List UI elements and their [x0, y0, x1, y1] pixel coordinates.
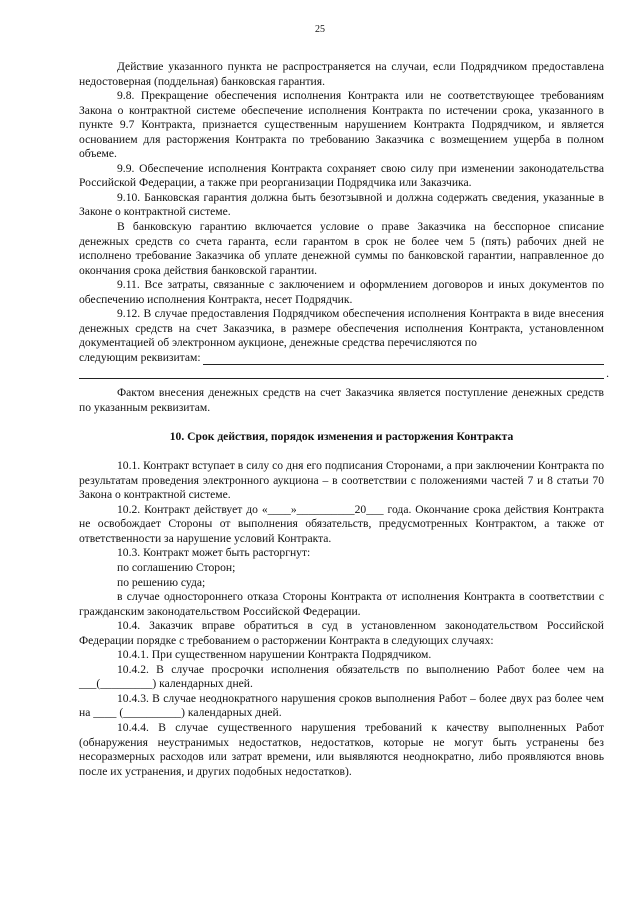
paragraph-10-4-1: 10.4.1. При существенном нарушении Контракта Подрядчиком.	[117, 648, 432, 662]
paragraph-10-1: 10.1. Контракт вступает в силу со дня его подписания Сторонами, а при заключении Контракта по результатам проведения электронного аукциона – в соответствии с положениями частей 7 и 8 статьи 70 Закона о контрактной системе.	[79, 459, 604, 502]
list-item-by-court: по решению суда;	[117, 575, 206, 589]
spacer	[79, 379, 604, 386]
paragraph-9-10-guarantee-condition: В банковскую гарантию включается условие о праве Заказчика на бесспорное списание денежных средств со счета гаранта, если гарантом в срок не более чем 5 (пять) рабочих дней не исполнено требование Заказчика об уплате денежной суммы по банковской гарантии, направленное до окончания срока действия банковской гарантии.	[79, 220, 604, 277]
requisites-blank-second-line	[79, 366, 609, 380]
paragraph-9-8: 9.8. Прекращение обеспечения исполнения Контракта или не соответствующее требованиям Закона о контрактной системе обеспечение исполнения Контракта по истечении срока, указанного в пункте 9.7 Контракта, признается существенным нарушением Контракта Подрядчиком, и является основанием для расторжения Контракта по требованию Заказчика с возмещением ущерба в полном объеме.	[79, 89, 604, 161]
section-10-heading: 10. Срок действия, порядок изменения и расторжения Контракта	[169, 429, 514, 443]
paragraph-10-2: 10.2. Контракт действует до «____»__________20___ года. Окончание срока действия Контракта не освобождает Стороны от выполнения обязательств, предусмотренных Контрактом, а также от ответственности за нарушение условий Контракта.	[79, 502, 604, 545]
paragraph-9-9: 9.9. Обеспечение исполнения Контракта сохраняет свою силу при изменении законодательства Российской Федерации, а также при реорганизации Подрядчика или Заказчика.	[79, 161, 604, 190]
document-body	[79, 60, 609, 779]
list-item-unilateral-refusal: в случае одностороннего отказа Стороны Контракта от исполнения Контракта в соответствии с гражданским законодательством Российской Федерации.	[79, 590, 604, 618]
paragraph-10-4-4: 10.4.4. В случае существенного нарушения требований к качеству выполненных Работ (обнаружения неустранимых недостатков, недостатков, которые не могут быть устранены без несоразмерных расходов или затрат времени, или выявляются неоднократно, либо проявляются вновь после их устранения, и других подобных недостатков).	[79, 720, 604, 778]
paragraph-10-4: 10.4. Заказчик вправе обратиться в суд в установленном законодательством Российской Федерации порядке с требованием о расторжении Контракта в следующих случаях:	[79, 619, 604, 647]
list-item-by-agreement: по соглашению Сторон;	[117, 560, 236, 574]
paragraph-10-4-2: 10.4.2. В случае просрочки исполнения обязательств по выполнению Работ более чем на ___(_________) календарных дней.	[79, 662, 604, 691]
requisites-label: следующим реквизитам:	[79, 350, 201, 364]
requisites-end-dot: .	[606, 366, 609, 380]
page-number: 25	[315, 24, 325, 35]
paragraph-10-4-3: 10.4.3. В случае неоднократного нарушения сроков выполнения Работ – более двух раз более чем на ____ (__________) календарных дней.	[79, 691, 604, 720]
paragraph-9-7-exception: Действие указанного пункта не распространяется на случаи, если Подрядчиком предоставлена недостоверная (поддельная) банковская гарантия.	[79, 60, 604, 88]
paragraph-9-11: 9.11. Все затраты, связанные с заключением и оформлением договоров и иных документов по обеспечению исполнения Контракта, несет Подрядчик.	[79, 278, 604, 306]
paragraph-fact-of-deposit: Фактом внесения денежных средств на счет Заказчика является поступление денежных средств по указанным реквизитам.	[79, 386, 604, 415]
paragraph-10-3: 10.3. Контракт может быть расторгнут:	[117, 546, 311, 560]
paragraph-9-12: 9.12. В случае предоставления Подрядчиком обеспечения исполнения Контракта в виде внесения денежных средств на счет Заказчика, в размере обеспечения исполнения Контракта, установленном документацией об электронном аукционе, денежные средства перечисляются по	[79, 307, 604, 350]
paragraph-9-10: 9.10. Банковская гарантия должна быть безотзывной и должна содержать сведения, указанные в Законе о контрактной системе.	[79, 190, 604, 219]
requisites-line	[79, 351, 604, 366]
requisites-blank	[203, 353, 604, 365]
